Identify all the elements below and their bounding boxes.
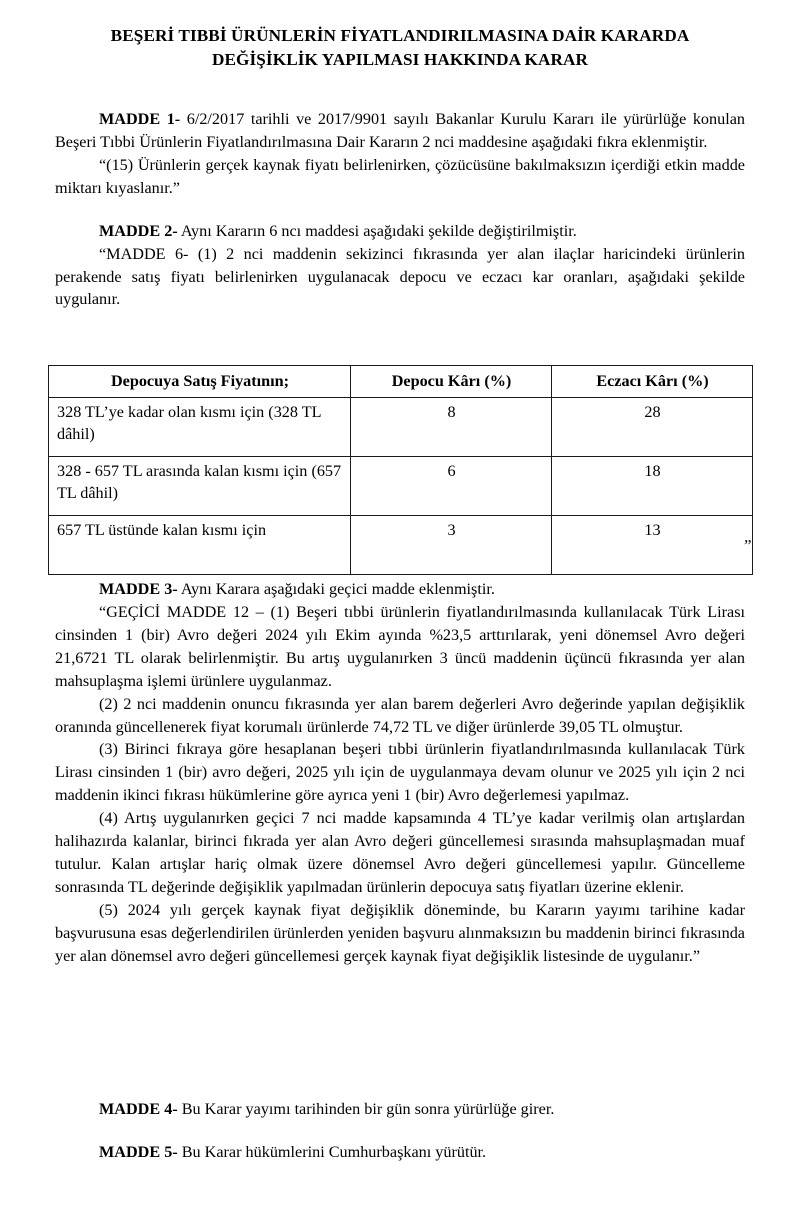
madde-4-label: MADDE 4- bbox=[99, 1100, 178, 1118]
article-madde-4 bbox=[55, 1098, 745, 1121]
profit-rate-table bbox=[48, 365, 753, 575]
table-cell-depocu-kari: 8 bbox=[351, 397, 552, 456]
madde-5-text: Bu Karar hükümlerini Cumhurbaşkanı yürütür. bbox=[177, 1142, 487, 1161]
article-block-lower bbox=[55, 1098, 745, 1164]
madde-3-text: Aynı Karara aşağıdaki geçici madde eklenmiştir. bbox=[177, 580, 495, 598]
article-madde-1 bbox=[55, 108, 745, 154]
article-madde-2 bbox=[55, 220, 745, 243]
table-cell-depocu-kari: 3 bbox=[351, 515, 552, 574]
gecici-madde-12-paragraph-1: “GEÇİCİ MADDE 12 – (1) Beşeri tıbbi ürünlerin fiyatlandırılmasında kullanılacak Türk Lirası cinsinden 1 (bir) Avro değeri 2024 yılı Ekim ayında %23,5 arttırılarak, yeni dönemsel Avro değeri 21,6721 TL olarak belirlenmiştir. Bu artış uygulanırken 3 üncü maddenin üçüncü fıkrasında yer alan mahsuplaşma işlemi ürünlere uygulanmaz. bbox=[55, 602, 745, 690]
page-title-line-2: DEĞİŞİKLİK YAPILMASI HAKKINDA KARAR bbox=[211, 50, 589, 70]
table-header-row bbox=[49, 366, 753, 398]
article-madde-2-quote: “MADDE 6- (1) 2 nci maddenin sekizinci fıkrasında yer alan ilaçlar haricindeki ürünlerin perakende satış fiyatı belirlenirken uygulanacak depocu ve eczacı kar oranları, aşağıdaki şekilde uygulanır. bbox=[55, 244, 745, 309]
table-cell-description: 657 TL üstünde kalan kısmı için bbox=[49, 515, 351, 574]
table-cell-eczaci-kari: 13 bbox=[552, 515, 753, 574]
table-cell-description: 328 - 657 TL arasında kalan kısmı için (657 TL dâhil) bbox=[49, 456, 351, 515]
madde-5-label: MADDE 5- bbox=[99, 1142, 178, 1161]
gecici-madde-12-paragraph-4: (4) Artış uygulanırken geçici 7 nci madde kapsamında 4 TL’ye kadar verilmiş olan artışlardan halihazırda kalanlar, birinci fıkrada yer alan Avro değeri güncellemesi sırasında mahsuplaşmadan muaf tutulur. Kalan artışlar hariç olmak üzere dönemsel Avro değeri güncellemesi yapılır. Güncelleme sonrasında TL değerinde değişiklik yapılmadan ürünlerin depocuya satış fiyatları üzerine eklenir. bbox=[55, 809, 745, 896]
article-madde-3 bbox=[55, 578, 745, 601]
madde-2-label: MADDE 2- bbox=[99, 221, 178, 240]
rate-table-wrapper bbox=[48, 365, 752, 575]
madde-2-text: Aynı Kararın 6 ncı maddesi aşağıdaki şekilde değiştirilmiştir. bbox=[177, 221, 577, 240]
madde-4-text: Bu Karar yayımı tarihinden bir gün sonra yürürlüğe girer. bbox=[177, 1100, 555, 1118]
madde-1-label: MADDE 1- bbox=[99, 110, 181, 128]
table-row bbox=[49, 515, 753, 574]
closing-quote-mark: ” bbox=[744, 536, 752, 555]
table-header-description: Depocuya Satış Fiyatının; bbox=[49, 366, 351, 398]
table-row bbox=[49, 456, 753, 515]
gecici-madde-12-paragraph-3: (3) Birinci fıkraya göre hesaplanan beşeri tıbbi ürünlerin fiyatlandırılmasında kullanılacak Türk Lirası cinsinden 1 (bir) avro değeri, 2025 yılı için de uygulanmaya devam olunur ve 2025 yılı için 2 nci maddenin ikinci fıkrası hükümlerine göre ayrıca yeni 1 (bir) Avro değerlemesi yapılmaz. bbox=[55, 740, 745, 805]
article-block-madde-3 bbox=[55, 578, 745, 968]
table-row bbox=[49, 397, 753, 456]
page-title bbox=[60, 24, 740, 73]
table-header-depocu-kari: Depocu Kârı (%) bbox=[351, 366, 552, 398]
gecici-madde-12-paragraph-2: (2) 2 nci maddenin onuncu fıkrasında yer alan barem değerleri Avro değerinde yapılan değişiklik oranında güncellenerek fiyat korumalı ürünlerde 74,72 TL ve diğer ürünlerde 39,05 TL olmuştur. bbox=[55, 694, 745, 736]
gecici-madde-12-paragraph-5: (5) 2024 yılı gerçek kaynak fiyat değişiklik döneminde, bu Kararın yayımı tarihine kadar başvurusuna esas değerlendirilen ürünlerden yeniden başvuru alınmaksızın bu maddenin birinci fıkrasında yer alan dönemsel avro değeri güncellemesi gerçek kaynak fiyat değişiklik listesinde de uygulanır.” bbox=[55, 900, 745, 965]
table-cell-eczaci-kari: 28 bbox=[552, 397, 753, 456]
article-madde-5 bbox=[55, 1141, 745, 1164]
madde-3-label: MADDE 3- bbox=[99, 580, 178, 598]
page-title-line-1: BEŞERİ TIBBİ ÜRÜNLERİN FİYATLANDIRILMASINA DAİR KARARDA bbox=[110, 26, 690, 45]
table-cell-eczaci-kari: 18 bbox=[552, 456, 753, 515]
article-madde-1-quote: “(15) Ürünlerin gerçek kaynak fiyatı belirlenirken, çözücüsüne bakılmaksızın içerdiği etkin madde miktarı kıyaslanır.” bbox=[55, 155, 745, 197]
madde-1-text: 6/2/2017 tarihli ve 2017/9901 sayılı Bakanlar Kurulu Kararı ile yürürlüğe konulan Beşeri Tıbbi Ürünlerin Fiyatlandırılmasına Dair Kararın 2 nci maddesine aşağıdaki fıkra eklenmiştir. bbox=[55, 110, 745, 151]
table-cell-depocu-kari: 6 bbox=[351, 456, 552, 515]
table-cell-description: 328 TL’ye kadar olan kısmı için (328 TL dâhil) bbox=[49, 397, 351, 456]
article-block-upper bbox=[55, 108, 745, 311]
table-header-eczaci-kari: Eczacı Kârı (%) bbox=[552, 366, 753, 398]
